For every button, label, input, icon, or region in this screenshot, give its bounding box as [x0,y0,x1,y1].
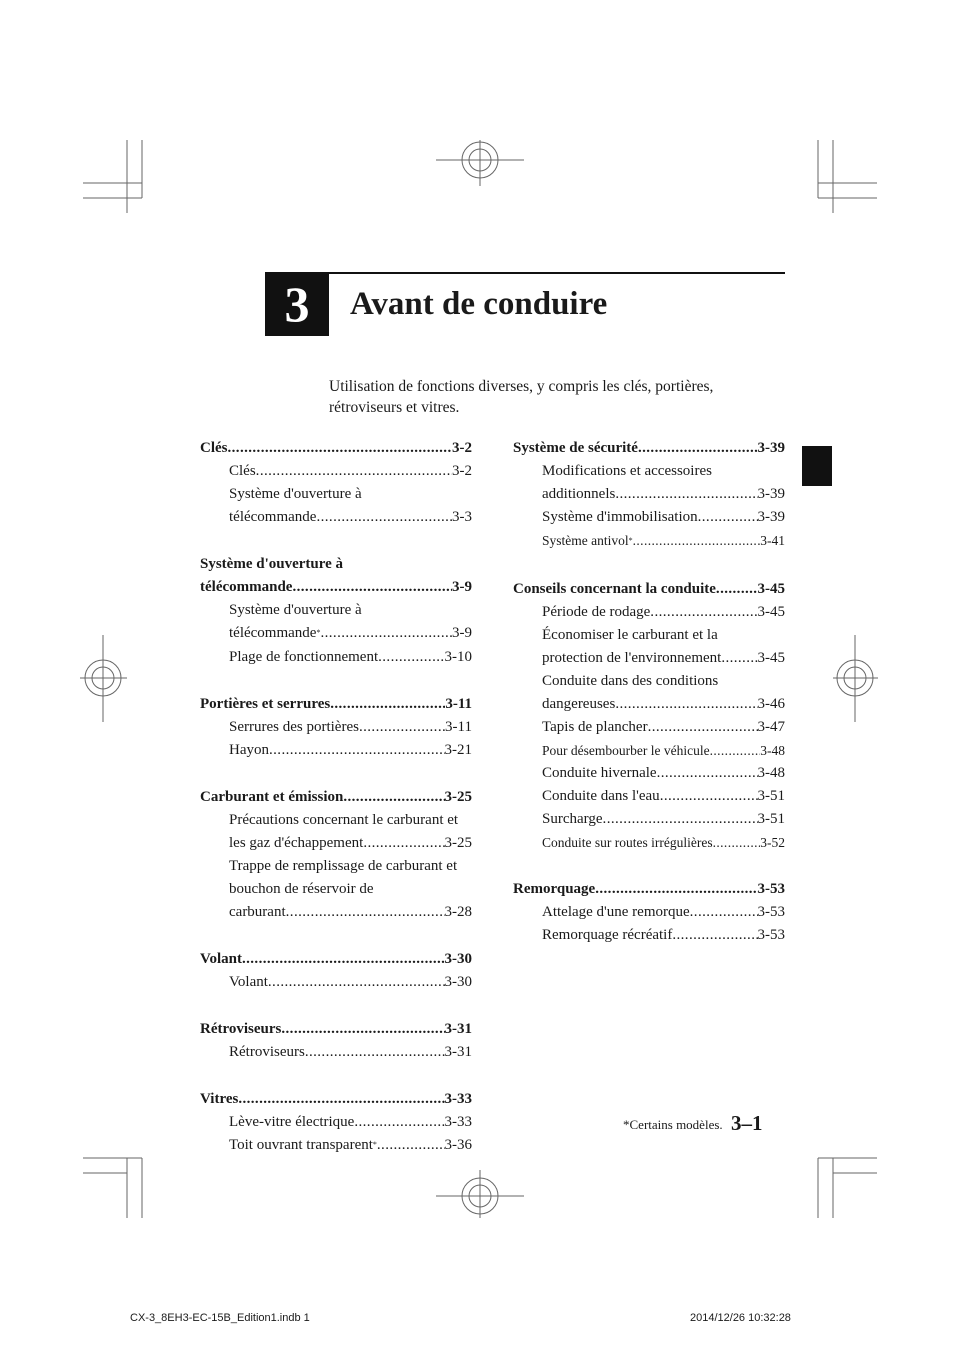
toc-item[interactable]: additionnels ..... 3-39 [513,483,785,506]
toc-item[interactable]: Système d'ouverture à [229,602,362,618]
toc-item[interactable]: Rétroviseurs ..... 3-31 [200,1041,472,1064]
model-mark: * [372,1140,377,1149]
toc-section-title[interactable]: Clés ..... 3-2 [200,437,472,460]
toc-item[interactable]: Surcharge ..... 3-51 [513,808,785,831]
toc-item[interactable]: Conduite hivernale ..... 3-48 [513,762,785,785]
toc-item[interactable]: Clés ..... 3-2 [200,460,472,483]
toc-section-title[interactable]: Système de sécurité ..... 3-39 [513,437,785,460]
toc-item[interactable]: Système d'ouverture à [229,486,362,502]
chapter-side-tab [802,446,832,486]
toc-section-title[interactable]: Volant ..... 3-30 [200,948,472,971]
toc-item[interactable]: Lève-vitre électrique ..... 3-33 [200,1111,472,1134]
toc-item[interactable]: Hayon ..... 3-21 [200,739,472,762]
model-mark: * [628,536,633,545]
chapter-title: Avant de conduire [350,286,608,322]
print-file-name: CX-3_8EH3-EC-15B_Edition1.indb 1 [130,1312,310,1324]
toc-section-title[interactable]: Portières et serrures ..... 3-11 [200,693,472,716]
intro-line: Utilisation de fonctions diverses, y compris les clés, portières, [329,378,714,395]
toc-section-title[interactable]: Remorquage ..... 3-53 [513,878,785,901]
toc-section-title[interactable]: Vitres ..... 3-33 [200,1088,472,1111]
toc-item[interactable]: Serrures des portières ..... 3-11 [200,716,472,739]
toc-item[interactable]: Attelage d'une remorque ..... 3-53 [513,901,785,924]
toc-section-title[interactable]: télécommande ..... 3-9 [200,576,472,599]
toc-item[interactable]: les gaz d'échappement ..... 3-25 [200,832,472,855]
toc-section [200,948,472,994]
toc-item[interactable]: bouchon de réservoir de [229,881,374,897]
toc-section [200,1018,472,1064]
toc-item[interactable]: carburant ..... 3-28 [200,901,472,924]
toc-item[interactable]: télécommande ..... 3-3 [200,506,472,529]
toc-right-column [513,437,785,971]
toc-item[interactable]: Système d'immobilisation ..... 3-39 [513,506,785,529]
toc-item[interactable]: Conduite sur routes irrégulières ..... 3-52 [513,831,785,854]
toc-section [513,437,785,554]
print-timestamp: 2014/12/26 10:32:28 [690,1312,791,1324]
toc-item[interactable]: Volant ..... 3-30 [200,971,472,994]
model-mark: * [316,628,321,637]
footnote: *Certains modèles. [623,1117,723,1132]
toc-item[interactable]: Conduite dans des conditions [542,673,719,689]
toc-section-title[interactable]: Système d'ouverture à [200,556,344,572]
toc-item[interactable]: Toit ouvrant transparent * ..... 3-36 [200,1134,472,1158]
toc-section [200,693,472,762]
chapter-number: 3 [265,272,329,336]
toc-item[interactable]: Période de rodage ..... 3-45 [513,601,785,624]
toc-item[interactable]: dangereuses ..... 3-46 [513,693,785,716]
toc-item[interactable]: Trappe de remplissage de carburant et [229,858,458,874]
toc-item[interactable]: protection de l'environnement ..... 3-45 [513,647,785,670]
toc-section [200,1088,472,1158]
toc-item[interactable]: Conduite dans l'eau ..... 3-51 [513,785,785,808]
toc-item[interactable]: Modifications et accessoires [542,463,712,479]
page-number: 3–1 [731,1111,763,1135]
toc-item[interactable]: Pour désembourber le véhicule ..... 3-48 [513,739,785,762]
toc-item[interactable]: Système antivol * ..... 3-41 [513,529,785,554]
toc-section-title[interactable]: Conseils concernant la conduite ..... 3-45 [513,578,785,601]
toc-item[interactable]: Économiser le carburant et la [542,627,718,643]
chapter-rule [329,272,785,274]
toc-section-title[interactable]: Carburant et émission ..... 3-25 [200,786,472,809]
toc-section [513,878,785,947]
toc-item[interactable]: Précautions concernant le carburant et [229,812,459,828]
toc-left-column [200,437,472,1182]
intro-line: rétroviseurs et vitres. [329,399,460,416]
toc-section [200,437,472,529]
toc-section [200,786,472,924]
toc-item[interactable]: Remorquage récréatif ..... 3-53 [513,924,785,947]
toc-item[interactable]: télécommande * ..... 3-9 [200,622,472,646]
toc-section-title[interactable]: Rétroviseurs ..... 3-31 [200,1018,472,1041]
chapter-intro [329,376,749,418]
toc-section [200,553,472,669]
toc-section [513,578,785,854]
toc-item[interactable]: Plage de fonctionnement ..... 3-10 [200,646,472,669]
toc-item[interactable]: Tapis de plancher ..... 3-47 [513,716,785,739]
